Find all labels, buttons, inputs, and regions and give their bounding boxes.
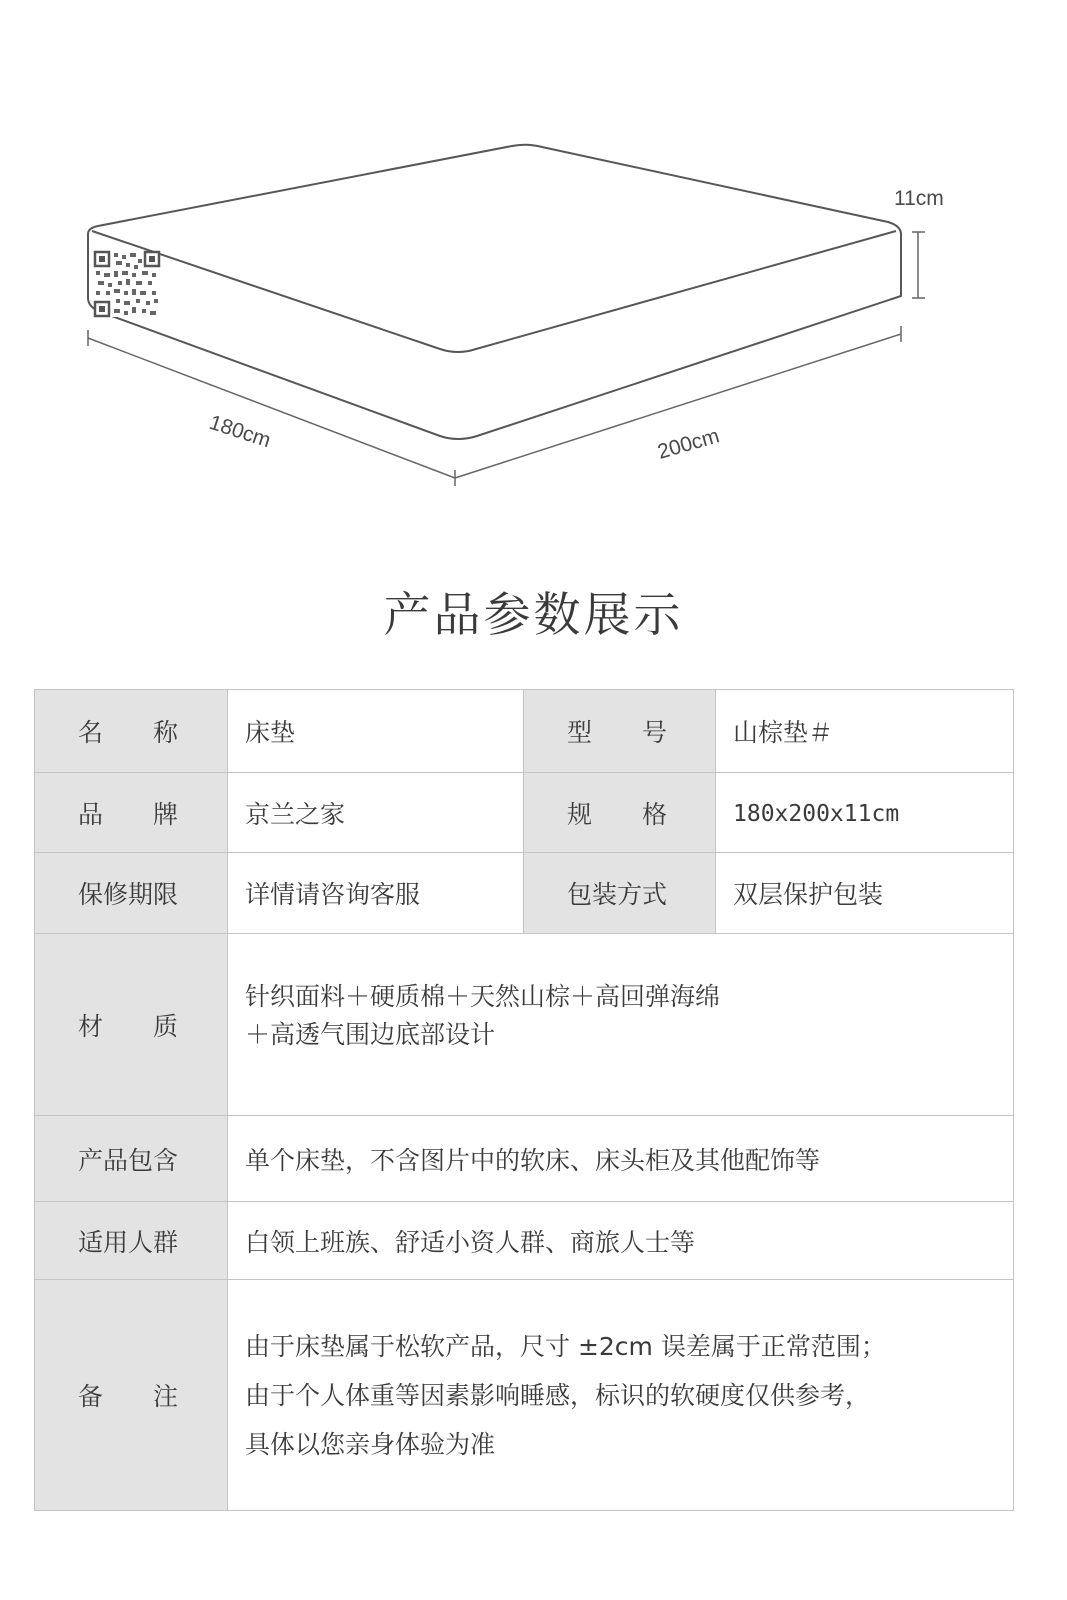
mattress-diagram [0,0,1067,520]
page-title: 产品参数展示 [383,588,684,643]
audience-label-cell [35,1202,228,1280]
contents-label-cell [35,1116,228,1202]
name-label-cell [35,690,228,773]
notes-line-2: 由于个人体重等因素影响睡感，标识的软硬度仅供参考， [245,1380,871,1410]
height-label: 11cm [894,187,944,210]
notes-label-cell [35,1280,228,1511]
name-label: 名 称 [78,718,179,747]
warranty-label-cell [35,853,228,934]
notes-line-3: 具体以您亲身体验为准 [245,1429,496,1459]
name-value-cell [228,690,524,773]
size-label: 规 格 [567,799,668,829]
warranty-label: 保修期限 [78,880,179,909]
table-row [35,1116,1014,1202]
material-label-cell [35,934,228,1116]
width-label: 180cm [206,410,274,453]
name-value: 床垫 [245,718,296,747]
audience-label: 适用人群 [78,1227,179,1257]
table-row [35,773,1014,853]
contents-label: 产品包含 [78,1145,179,1175]
material-line-2: ＋高透气围边底部设计 [245,1019,496,1049]
table-row [35,690,1014,773]
packaging-label: 包装方式 [567,880,668,909]
notes-line-1: 由于床垫属于松软产品，尺寸 ±2cm 误差属于正常范围； [245,1331,886,1361]
spec-table [34,689,1014,1511]
qr-code-icon [94,251,160,317]
contents-value: 单个床垫，不含图片中的软床、床头柜及其他配饰等 [245,1145,821,1175]
audience-value: 白领上班族、舒适小资人群、商旅人士等 [245,1227,696,1257]
packaging-value: 双层保护包装 [733,880,884,909]
brand-value: 京兰之家 [245,799,346,829]
brand-label-cell [35,773,228,853]
brand-label: 品 牌 [78,799,179,829]
length-label: 200cm [655,424,722,464]
warranty-value: 详情请咨询客服 [245,880,421,909]
size-value: 180x200x11cm [733,801,900,827]
material-line-1: 针织面料＋硬质棉＋天然山棕＋高回弹海绵 [245,981,721,1011]
table-row [35,1280,1014,1511]
table-row [35,934,1014,1116]
model-label: 型 号 [567,718,668,747]
packaging-value-cell [716,853,1014,934]
size-value-cell [716,773,1014,853]
table-row [35,1202,1014,1280]
mattress-outline [88,145,901,439]
size-label-cell [524,773,716,853]
notes-value-cell [228,1280,1014,1511]
material-label: 材 质 [78,1011,179,1041]
material-value-cell [228,934,1014,1116]
audience-value-cell [228,1202,1014,1280]
model-label-cell [524,690,716,773]
contents-value-cell [228,1116,1014,1202]
table-row [35,853,1014,934]
model-value-cell [716,690,1014,773]
brand-value-cell [228,773,524,853]
packaging-label-cell [524,853,716,934]
warranty-value-cell [228,853,524,934]
height-dimension-line [912,232,925,298]
model-value: 山棕垫＃ [733,718,834,747]
notes-label: 备 注 [78,1382,179,1411]
